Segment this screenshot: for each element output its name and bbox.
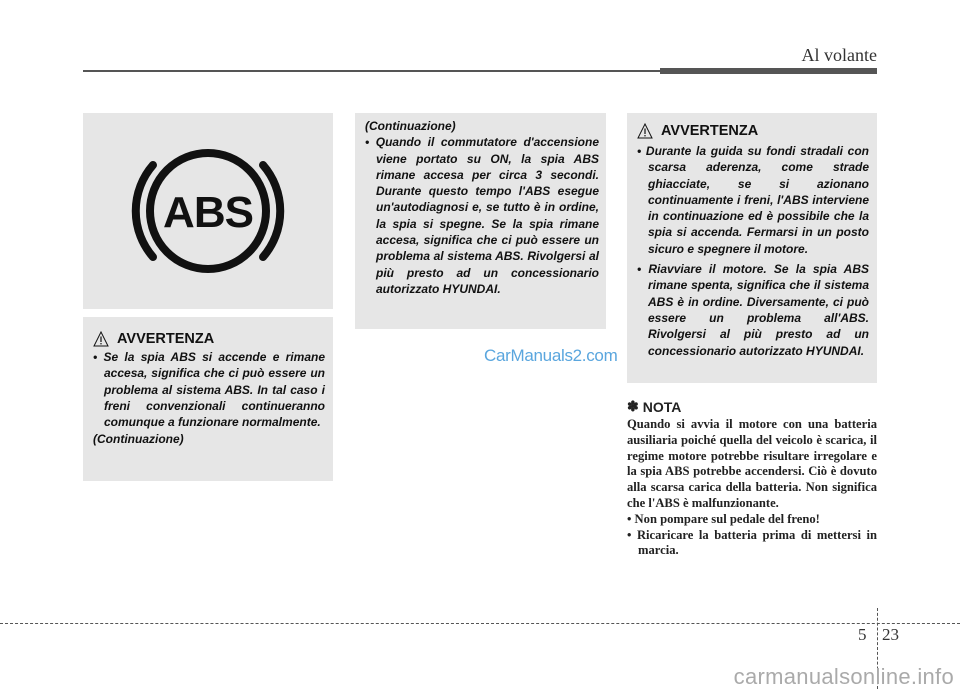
- abs-icon-label: ABS: [163, 188, 253, 237]
- page-number: 23: [882, 625, 899, 644]
- note-body: Quando si avvia il motore con una batteria ausiliaria poiché quella del veicolo è scarica, il regime motore potrebbe risultare irregolare e la spia ABS potrebbe accendersi. Ciò è dovuto alla scarsa carica della batteria. Non significa che l'ABS è malfunzionante.: [627, 417, 877, 510]
- warning-triangle-icon: [637, 123, 653, 139]
- warning-bullet: • Durante la guida su fondi stradali con scarsa aderenza, come strade ghiacciate, se si azionano continuamente i freni, l'ABS interviene in continuazione ed è possibile che la spia si accenda. Fermarsi in un posto sicuro e spegnere il motore.: [637, 144, 869, 256]
- abs-warning-light-icon: [83, 113, 333, 309]
- warning-box-right: [627, 113, 877, 383]
- warning-triangle-icon: [93, 331, 109, 347]
- footer-rule: [0, 623, 960, 624]
- continuation-box: [355, 113, 606, 329]
- note-title: NOTA: [642, 398, 682, 415]
- warning-bullet: • Riavviare il motore. Se la spia ABS rimane spenta, significa che il sistema ABS è in ordine. Diversamente, ci può essere un problema all'ABS. Rivolgersi al più presto ad un concessionario autorizzato HYUNDAI.: [637, 262, 869, 358]
- chapter-number: 5: [858, 625, 867, 644]
- header-rule: [83, 70, 660, 72]
- abs-indicator-panel: [83, 113, 333, 309]
- note-bullet: • Non pompare sul pedale del freno!: [627, 511, 820, 526]
- warning-title: AVVERTENZA: [117, 331, 215, 347]
- warning-heading: [93, 331, 325, 347]
- note-bullet: • Ricaricare la batteria prima di mettersi in marcia.: [627, 527, 877, 558]
- warning-heading: [637, 123, 869, 139]
- continuation-bullet: • Quando il commutatore d'accensione viene portato su ON, la spia ABS rimane accesa per circa 3 secondi. Durante questo tempo l'ABS esegue un'autodiagnosi e, se tutto è in ordine, la spia si spegne. Se la spia rimane accesa, significa che ci può essere un problema al sistema ABS. Rivolgersi al più presto ad un concessionario autorizzato HYUNDAI.: [365, 135, 599, 296]
- section-title: Al volante: [801, 45, 877, 65]
- warning-box-left: [83, 317, 333, 481]
- footer-site-watermark[interactable]: carmanualsonline.info: [733, 664, 954, 689]
- warning-bullet: • Se la spia ABS si accende e rimane accesa, significa che ci può essere un problema al sistema ABS. In tal caso i freni convenzionali continueranno comunque a funzionare normalmente.: [93, 350, 325, 430]
- header-rule-accent: [660, 68, 877, 74]
- note-section: [627, 398, 877, 559]
- warning-title: AVVERTENZA: [661, 123, 759, 139]
- watermark-link[interactable]: CarManuals2.com: [484, 346, 618, 365]
- note-heading: [627, 398, 877, 415]
- continuation-heading: (Continuazione): [365, 119, 456, 133]
- asterisk-icon: ✽: [627, 398, 639, 414]
- continuation-note: (Continuazione): [93, 432, 184, 447]
